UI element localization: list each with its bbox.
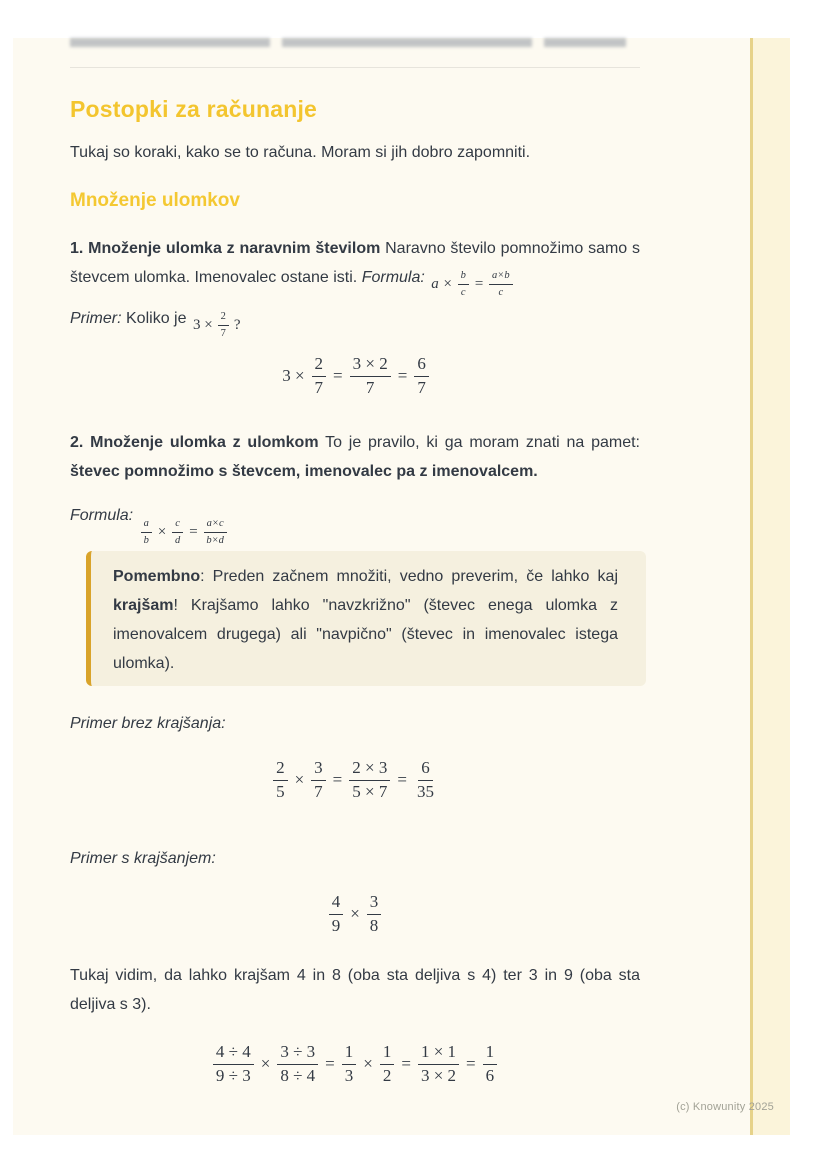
page-margin-stripe (750, 38, 790, 1135)
section-divider (70, 67, 640, 68)
primer-1-inline-formula: 3 × $\frac{2}{7}$ ? (192, 311, 241, 339)
display-formula-1: 3 × $\frac{2}{7}$ = $\frac{3 \times 2}{7}$ = $\frac{6}{7}$ (70, 350, 640, 402)
rule-2-paragraph (70, 428, 640, 486)
display-formula-3: $\frac{4}{9}$ × $\frac{3}{8}$ (70, 888, 640, 940)
rule-1-text: Naravno število pomnožimo samo s števcem ulomka. Imenovalec ostane isti. (70, 240, 641, 286)
footer-copyright: (c) Knowunity 2025 (676, 1101, 774, 1113)
rule-1-paragraph (70, 234, 640, 300)
section-heading: Množenje ulomkov (70, 190, 240, 211)
document-page (13, 38, 790, 1135)
rule-2-rule-text: števec pomnožimo s števcem, imenovalec pa z imenovalcem. (70, 463, 538, 480)
rule-2-text: To je pravilo, ki ga moram znati na pamet: (318, 434, 640, 451)
callout-bold-krajsam: krajšam (113, 597, 174, 614)
cancelling-explanation-paragraph: Tukaj vidim, da lahko krajšam 4 in 8 (oba sta deljiva s 4) ter 3 in 9 (oba sta deljiva s 3). (70, 967, 640, 1013)
intro-paragraph: Tukaj so koraki, kako se to računa. Moram si jih dobro zapomniti. (70, 144, 531, 161)
primer-1-paragraph (70, 304, 640, 341)
page-title: Postopki za računanje (70, 96, 318, 122)
rule-1-title: 1. Množenje ulomka z naravnim številom (70, 240, 381, 257)
primer-s-label: Primer s krajšanjem: (70, 850, 216, 867)
formula-2-inline-formula: $\frac{a}{b}$ × $\frac{c}{d}$ = $\frac{a\times c}{b\times d}$ (138, 517, 230, 547)
formula-2-paragraph (70, 501, 640, 547)
rule-1-formula-label: Formula: (361, 269, 425, 286)
rule-2-title: 2. Množenje ulomka z ulomkom (70, 434, 319, 451)
display-formula-4: $\frac{4 \div 4}{9 \div 3}$ × $\frac{3 \div 3}{8 \div 4}$ = $\frac{1}{3}$ × $\frac{1}{2}$ = $\frac{1 \times 1}{3 \times 2}$ = $\frac{1}{6}$ (70, 1038, 640, 1090)
callout-text-2: ! Krajšamo lahko "navzkrižno" (števec enega ulomka z imenovalcem drugega) ali "navpično" (števec in imenovalec istega ulomka). (113, 597, 618, 672)
primer-1-text: Koliko je (121, 310, 191, 327)
primer-1-label: Primer: (70, 310, 122, 327)
display-formula-2: $\frac{2}{5}$ × $\frac{3}{7}$ = $\frac{2 \times 3}{5 \times 7}$ = $\frac{6}{35}$ (70, 754, 640, 806)
callout-text-1: : Preden začnem množiti, vedno preverim, če lahko kaj (200, 568, 618, 585)
cut-off-text-remnant (70, 38, 640, 47)
primer-brez-label: Primer brez krajšanja: (70, 715, 226, 732)
important-callout (86, 551, 646, 686)
rule-1-inline-formula: a × $\frac{b}{c}$ = $\frac{a\times b}{c}$ (429, 269, 515, 299)
callout-title: Pomembno (113, 568, 201, 585)
formula-2-label: Formula: (70, 507, 134, 524)
